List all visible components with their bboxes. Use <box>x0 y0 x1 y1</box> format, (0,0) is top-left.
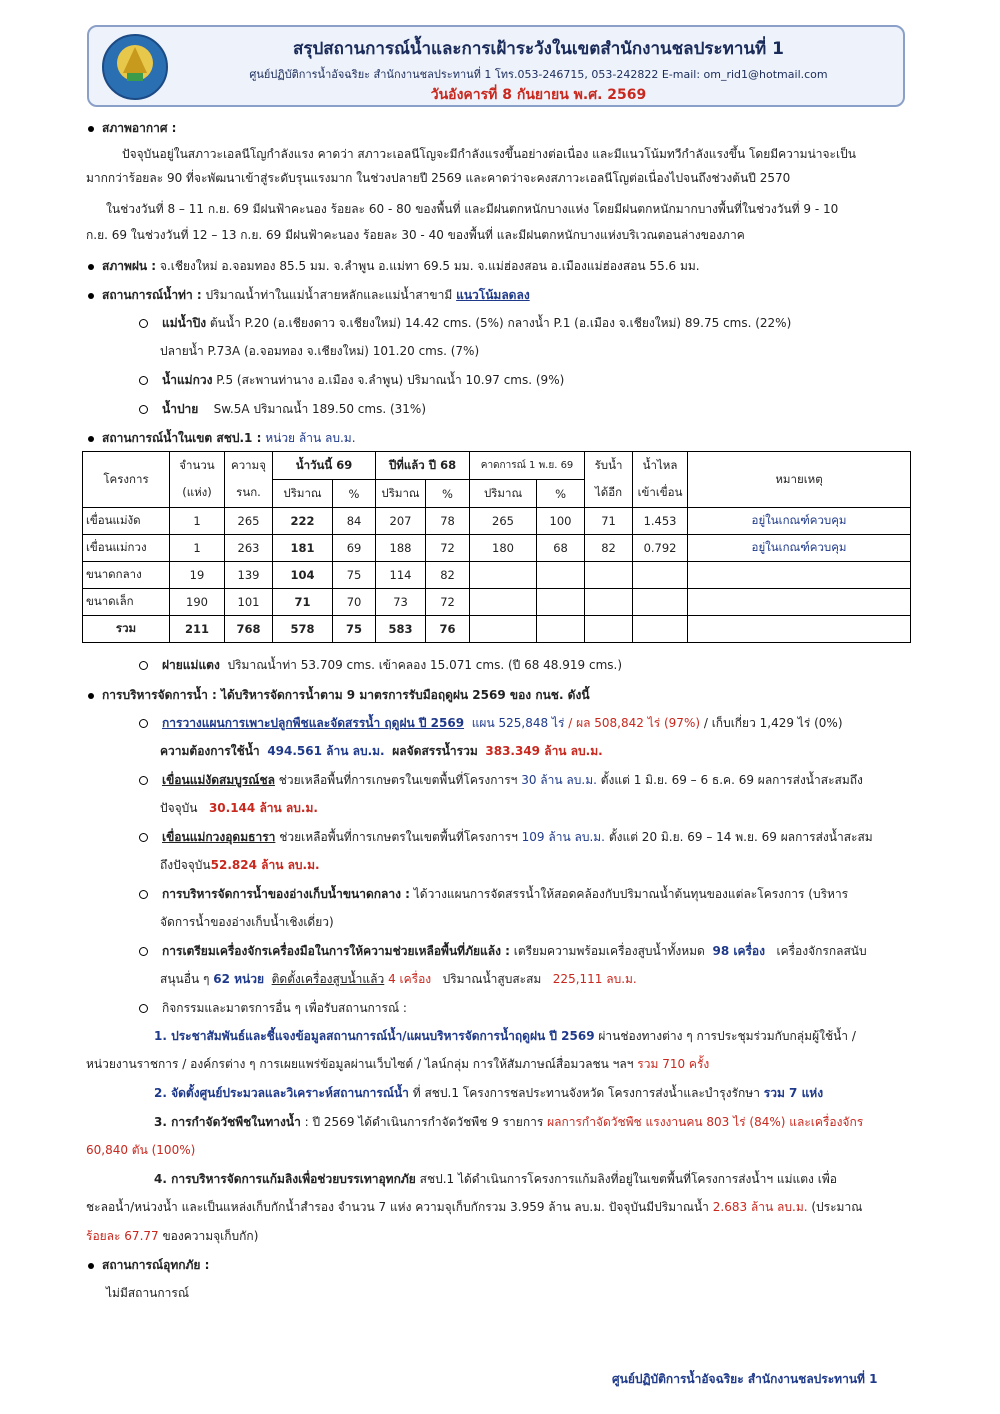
item-4-line-2: ชะลอน้ำ/หน่วงน้ำ และเป็นแหล่งเก็บกักน้ำสำรอง จำนวน 7 แห่ง ความจุเก็บกักรวม 3.959 ล้าน ลบ.ม. ปัจจุบันมีปริมาณน้ำ 2.683 ล้าน ลบ.ม. (ประมาณ <box>86 1200 863 1214</box>
bullet-icon <box>88 693 94 699</box>
machine-line: การเตรียมเครื่องจักรเครื่องมือในการให้ความช่วยเหลือพื้นที่ภัยแล้ง : เตรียมความพร้อมเครื่องสูบน้ำทั้งหมด 98 เครื่อง เครื่องจักรกลสนับ <box>139 944 867 959</box>
flood-text: ไม่มีสถานการณ์ <box>106 1286 189 1300</box>
bullet-icon <box>88 264 94 270</box>
table-cell: 211 <box>170 616 225 643</box>
runoff-line: สถานการณ์น้ำท่า : ปริมาณน้ำท่าในแม่น้ำสายหลักและแม่น้ำสาขามี แนวโน้มลดลง <box>88 288 530 303</box>
reservoir-table <box>82 451 911 643</box>
plan-line: การวางแผนการเพาะปลูกพืชและจัดสรรน้ำ ฤดูฝน ปี 2569 แผน 525,848 ไร่ / ผล 508,842 ไร่ (97%) / เก็บเกี่ยว 1,429 ไร่ (0%) <box>139 716 843 731</box>
th-pct: % <box>333 480 376 508</box>
table-cell <box>585 616 633 643</box>
weir-line: ฝายแม่แตง ปริมาณน้ำท่า 53.709 cms. เข้าคลอง 15.071 cms. (ปี 68 48.919 cms.) <box>139 658 622 673</box>
th-last-year: ปีที่แล้ว ปี 68 <box>376 452 470 480</box>
table-cell: 265 <box>470 508 537 535</box>
weather-p2a: ในช่วงวันที่ 8 – 11 ก.ย. 69 มีฝนฟ้าคะนอง ร้อยละ 60 - 80 ของพื้นที่ และมีฝนตกหนักบางแห่ง โดยมีฝนตกหนักมากบางพื้นที่ในช่วงวันที่ 9 - 10 <box>106 202 839 216</box>
page-title: สรุปสถานการณ์น้ำและการเฝ้าระวังในเขตสำนักงานชลประทานที่ 1 <box>293 39 784 59</box>
circle-bullet-icon <box>139 376 148 385</box>
table-cell <box>537 589 585 616</box>
table-cell: 181 <box>273 535 333 562</box>
item-3-line-2: 60,840 ตัน (100%) <box>86 1143 196 1157</box>
rid-logo-icon <box>101 33 169 101</box>
th-volume: ปริมาณ <box>376 480 426 508</box>
th-pct: % <box>426 480 470 508</box>
table-cell: 188 <box>376 535 426 562</box>
table-cell: 139 <box>225 562 273 589</box>
reservoir-heading: สถานการณ์น้ำในเขต สชป.1 : หน่วย ล้าน ลบ.ม. <box>88 431 356 446</box>
table-cell: เขื่อนแม่กวง <box>83 535 170 562</box>
table-cell: 70 <box>333 589 376 616</box>
table-cell: 1.453 <box>633 508 688 535</box>
weather-p1a: ปัจจุบันอยู่ในสภาวะเอลนีโญกำลังแรง คาดว่า สภาวะเอลนีโญจะมีกำลังแรงขึ้นอย่างต่อเนื่อง และมีแนวโน้มทวีกำลังแรงขึ้น โดยมีความน่าจะเป็น <box>122 147 856 161</box>
table-cell: 768 <box>225 616 273 643</box>
th-volume: ปริมาณ <box>273 480 333 508</box>
table-cell: 265 <box>225 508 273 535</box>
table-cell: 100 <box>537 508 585 535</box>
weather-p1b: มากกว่าร้อยละ 90 ที่จะพัฒนาเข้าสู่ระดับรุนแรงมาก ในช่วงปลายปี 2569 และคาดว่าจะคงสภาวะเอลนีโญต่อเนื่องไปจนถึงช่วงต้นปี 2570 <box>86 171 791 185</box>
th-count-unit: (แห่ง) <box>170 480 225 508</box>
ngat-line-2: ปัจจุบัน 30.144 ล้าน ลบ.ม. <box>160 801 318 815</box>
ping-line: แม่น้ำปิง ต้นน้ำ P.20 (อ.เชียงดาว จ.เชียงใหม่) 14.42 cms. (5%) กลางน้ำ P.1 (อ.เมือง จ.เชียงใหม่) 89.75 cms. (22%) <box>139 316 791 331</box>
table-cell <box>688 589 911 616</box>
medium-line-2: จัดการน้ำของอ่างเก็บน้ำเชิงเดี่ยว) <box>160 915 334 929</box>
th-inflow: น้ำไหล <box>633 452 688 480</box>
circle-bullet-icon <box>139 776 148 785</box>
th-project: โครงการ <box>83 452 170 508</box>
circle-bullet-icon <box>139 833 148 842</box>
table-cell: 190 <box>170 589 225 616</box>
item-4-line: 4. การบริหารจัดการแก้มลิงเพื่อช่วยบรรเทาอุทกภัย สชป.1 ได้ดำเนินการโครงการแก้มลิงที่อยู่ในเขตพื้นที่โครงการส่งน้ำฯ แม่แตง เพื่อ <box>154 1172 837 1186</box>
circle-bullet-icon <box>139 319 148 328</box>
contact-line: ศูนย์ปฏิบัติการน้ำอัจฉริยะ สำนักงานชลประทานที่ 1 โทร.053-246715, 053-242822 E-mail: om_rid1@hotmail.com <box>249 68 828 81</box>
th-today: น้ำวันนี้ 69 <box>273 452 376 480</box>
bullet-icon <box>88 1263 94 1269</box>
trend-text: แนวโน้มลดลง <box>456 288 530 302</box>
kuang-line: น้ำแม่กวง P.5 (สะพานท่านาง อ.เมือง จ.ลำพูน) ปริมาณน้ำ 10.97 cms. (9%) <box>139 373 564 388</box>
table-cell: 82 <box>585 535 633 562</box>
table-cell <box>633 616 688 643</box>
table-cell: 71 <box>273 589 333 616</box>
table-cell: 104 <box>273 562 333 589</box>
circle-bullet-icon <box>139 890 148 899</box>
pai-line: น้ำปาย Sw.5A ปริมาณน้ำ 189.50 cms. (31%) <box>139 402 426 417</box>
circle-bullet-icon <box>139 1004 148 1013</box>
th-inflow-2: เข้าเขื่อน <box>633 480 688 508</box>
table-cell: อยู่ในเกณฑ์ควบคุม <box>688 535 911 562</box>
item-1-line: 1. ประชาสัมพันธ์และชี้แจงข้อมูลสถานการณ์น้ำ/แผนบริหารจัดการน้ำฤดูฝน ปี 2569 ผ่านช่องทางต่าง ๆ การประชุมร่วมกับกลุ่มผู้ใช้น้ำ / <box>154 1029 856 1043</box>
table-cell: 72 <box>426 589 470 616</box>
circle-bullet-icon <box>139 405 148 414</box>
kuang-dam-line-2: ถึงปัจจุบัน52.824 ล้าน ลบ.ม. <box>160 858 320 872</box>
management-heading: การบริหารจัดการน้ำ : ได้บริหารจัดการน้ำตาม 9 มาตรการรับมือฤดูฝน 2569 ของ กนช. ดังนี้ <box>88 688 590 703</box>
table-cell: 19 <box>170 562 225 589</box>
report-date: วันอังคารที่ 8 กันยายน พ.ศ. 2569 <box>430 87 647 103</box>
flood-heading: สถานการณ์อุทกภัย : <box>88 1258 209 1273</box>
table-cell <box>470 562 537 589</box>
th-count: จำนวน <box>170 452 225 480</box>
table-cell <box>633 589 688 616</box>
th-volume: ปริมาณ <box>470 480 537 508</box>
bullet-icon <box>88 293 94 299</box>
rain-line: สภาพฝน : จ.เชียงใหม่ อ.จอมทอง 85.5 มม. จ.ลำพูน อ.แม่ทา 69.5 มม. จ.แม่ฮ่องสอน อ.เมืองแม่ฮ่องสอน 55.6 มม. <box>88 259 700 274</box>
table-cell: 578 <box>273 616 333 643</box>
kuang-dam-line: เขื่อนแม่กวงอุดมธารา ช่วยเหลือพื้นที่การเกษตรในเขตพื้นที่โครงการฯ 109 ล้าน ลบ.ม. ตั้งแต่ 20 มิ.ย. 69 – 14 พ.ย. 69 ผลการส่งน้ำสะสม <box>139 830 873 845</box>
th-receive: รับน้ำ <box>585 452 633 480</box>
table-cell: ขนาดเล็ก <box>83 589 170 616</box>
item-2-line: 2. จัดตั้งศูนย์ประมวลและวิเคราะห์สถานการณ์น้ำ ที่ สชป.1 โครงการชลประทานจังหวัด โครงการส่งน้ำและบำรุงรักษา รวม 7 แห่ง <box>154 1086 824 1100</box>
table-cell <box>470 616 537 643</box>
ping-line-2: ปลายน้ำ P.73A (อ.จอมทอง จ.เชียงใหม่) 101.20 cms. (7%) <box>160 344 480 358</box>
table-cell: 583 <box>376 616 426 643</box>
item-1-line-2: หน่วยงานราชการ / องค์กรต่าง ๆ การเผยแพร่ข้อมูลผ่านเว็บไซต์ / ไลน์กลุ่ม การให้สัมภาษณ์สื่อมวลชน ฯลฯ รวม 710 ครั้ง <box>86 1057 710 1071</box>
medium-line: การบริหารจัดการน้ำของอ่างเก็บน้ำขนาดกลาง : ได้วางแผนการจัดสรรน้ำให้สอดคล้องกับปริมาณน้ำต้นทุนของแต่ละโครงการ (บริหาร <box>139 887 848 902</box>
table-row <box>83 535 911 562</box>
table-cell: ขนาดกลาง <box>83 562 170 589</box>
table-cell: 73 <box>376 589 426 616</box>
table-cell: 180 <box>470 535 537 562</box>
th-note: หมายเหตุ <box>688 452 911 508</box>
th-pct: % <box>537 480 585 508</box>
table-cell: 1 <box>170 508 225 535</box>
table-cell: 263 <box>225 535 273 562</box>
table-cell: 75 <box>333 562 376 589</box>
footer-text: ศูนย์ปฏิบัติการน้ำอัจฉริยะ สำนักงานชลประทานที่ 1 <box>612 1372 878 1386</box>
table-cell: 72 <box>426 535 470 562</box>
table-cell: 71 <box>585 508 633 535</box>
th-capacity-unit: รนก. <box>225 480 273 508</box>
table-cell: 78 <box>426 508 470 535</box>
table-cell <box>688 616 911 643</box>
table-row <box>83 508 911 535</box>
table-cell: 68 <box>537 535 585 562</box>
machine-line-2: สนุนอื่น ๆ 62 หน่วย ติดตั้งเครื่องสูบน้ำแล้ว 4 เครื่อง ปริมาณน้ำสูบสะสม 225,111 ลบ.ม. <box>160 972 637 986</box>
demand-line: ความต้องการใช้น้ำ 494.561 ล้าน ลบ.ม. ผลจัดสรรน้ำรวม 383.349 ล้าน ลบ.ม. <box>160 744 603 758</box>
bullet-icon <box>88 126 94 132</box>
table-row <box>83 562 911 589</box>
table-cell: 76 <box>426 616 470 643</box>
table-cell: รวม <box>83 616 170 643</box>
th-capacity: ความจุ <box>225 452 273 480</box>
item-4-line-3: ร้อยละ 67.77 ของความจุเก็บกัก) <box>86 1229 259 1243</box>
table-cell <box>585 562 633 589</box>
bullet-icon <box>88 436 94 442</box>
table-cell: 114 <box>376 562 426 589</box>
table-cell: 101 <box>225 589 273 616</box>
other-line: กิจกรรมและมาตรการอื่น ๆ เพื่อรับสถานการณ์ : <box>139 1001 407 1016</box>
table-cell <box>470 589 537 616</box>
table-cell <box>537 562 585 589</box>
table-cell: 222 <box>273 508 333 535</box>
item-3-line: 3. การกำจัดวัชพืชในทางน้ำ : ปี 2569 ได้ดำเนินการกำจัดวัชพืช 9 รายการ ผลการกำจัดวัชพืช แรงงานคน 803 ไร่ (84%) และเครื่องจักร <box>154 1115 864 1129</box>
ngat-line: เขื่อนแม่งัดสมบูรณ์ชล ช่วยเหลือพื้นที่การเกษตรในเขตพื้นที่โครงการฯ 30 ล้าน ลบ.ม. ตั้งแต่ 1 มิ.ย. 69 – 6 ธ.ค. 69 ผลการส่งน้ำสะสมถึง <box>139 773 863 788</box>
table-cell <box>688 562 911 589</box>
header-box <box>87 25 905 107</box>
table-cell: 69 <box>333 535 376 562</box>
table-cell: 1 <box>170 535 225 562</box>
weather-p2b: ก.ย. 69 ในช่วงวันที่ 12 – 13 ก.ย. 69 มีฝนฟ้าคะนอง ร้อยละ 30 - 40 ของพื้นที่ และมีฝนตกหนักบางแห่งบริเวณตอนล่างของภาค <box>86 228 745 242</box>
table-cell: 207 <box>376 508 426 535</box>
table-cell: เขื่อนแม่งัด <box>83 508 170 535</box>
table-cell: 75 <box>333 616 376 643</box>
table-cell: 82 <box>426 562 470 589</box>
th-forecast: คาดการณ์ 1 พ.ย. 69 <box>470 452 585 480</box>
circle-bullet-icon <box>139 661 148 670</box>
table-cell <box>585 589 633 616</box>
table-row <box>83 616 911 643</box>
table-cell: 0.792 <box>633 535 688 562</box>
circle-bullet-icon <box>139 947 148 956</box>
table-cell <box>537 616 585 643</box>
table-row <box>83 589 911 616</box>
weather-heading: สภาพอากาศ : <box>88 121 176 136</box>
circle-bullet-icon <box>139 719 148 728</box>
table-cell: 84 <box>333 508 376 535</box>
table-cell <box>633 562 688 589</box>
table-cell: อยู่ในเกณฑ์ควบคุม <box>688 508 911 535</box>
th-receive-2: ได้อีก <box>585 480 633 508</box>
